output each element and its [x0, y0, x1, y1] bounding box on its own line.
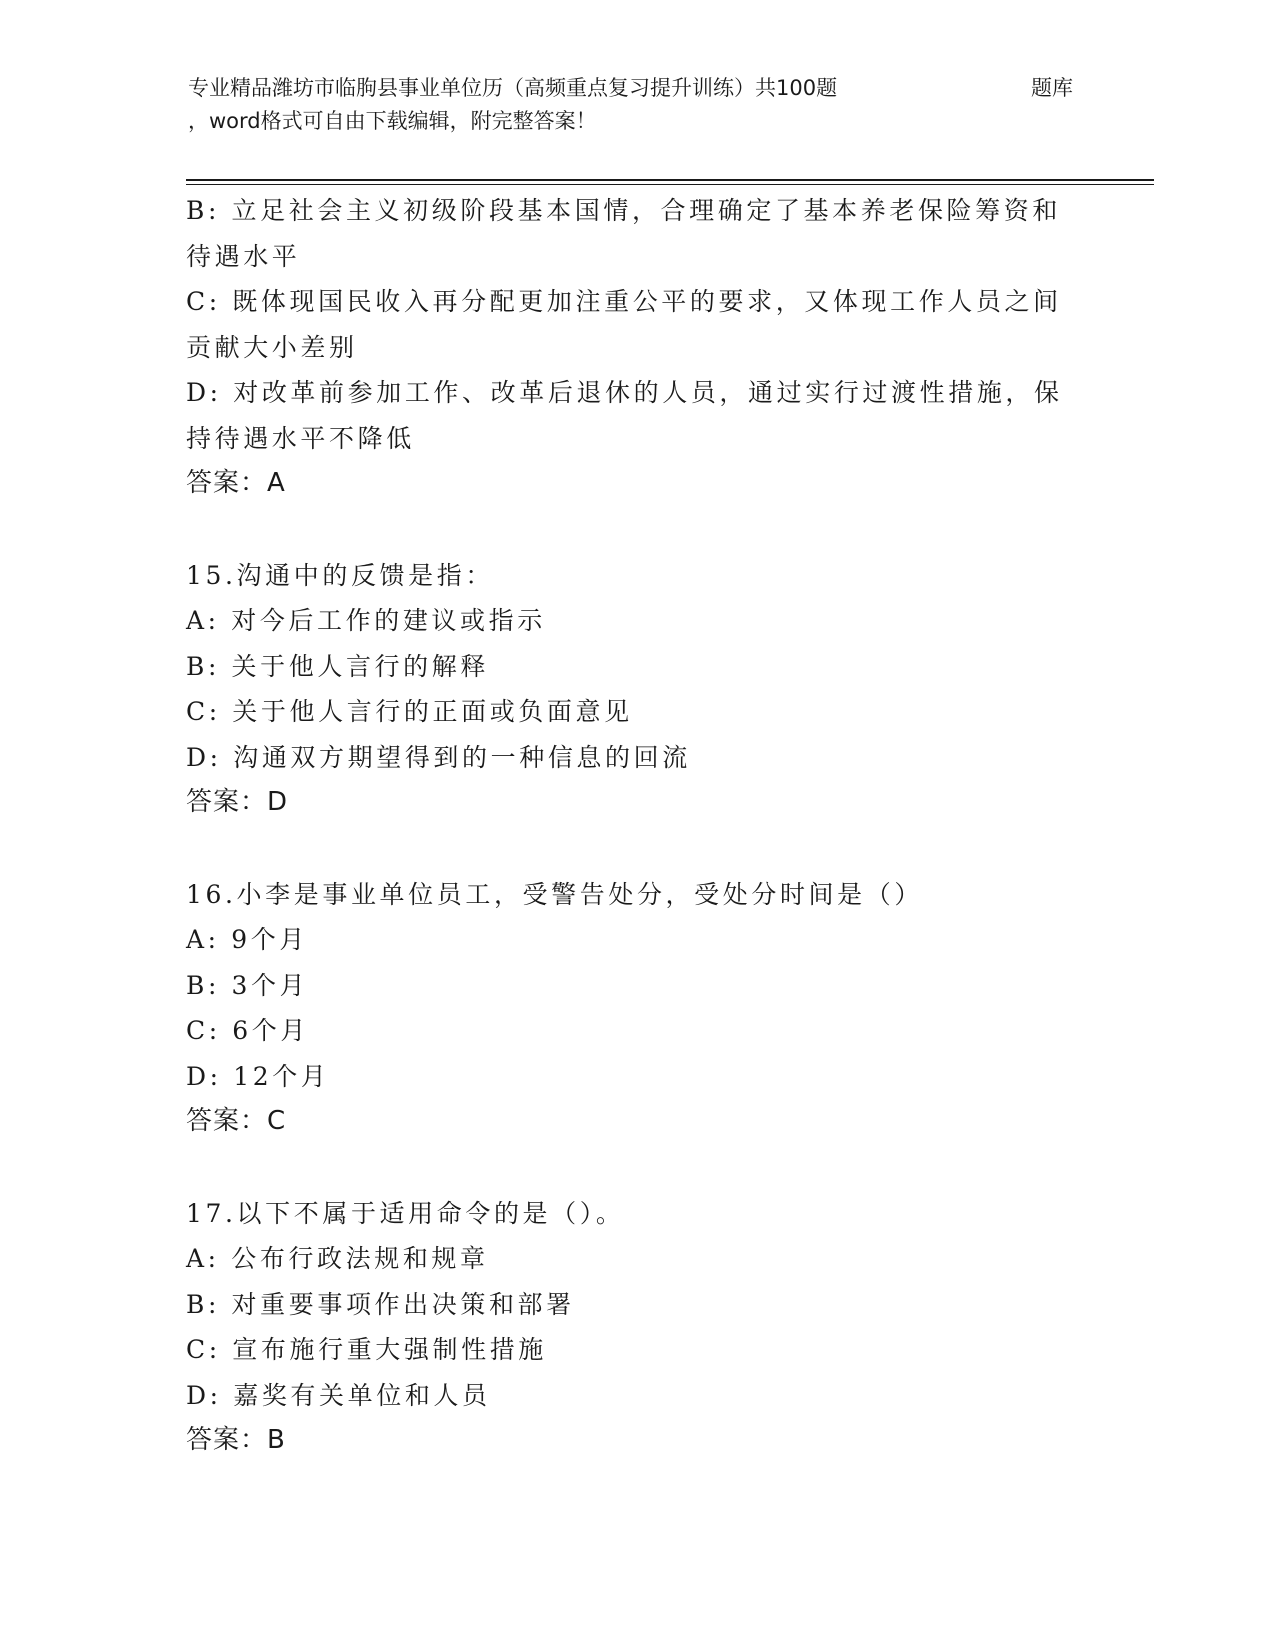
header-title-row — [188, 72, 1088, 105]
question-stem: 17.以下不属于适用命令的是（）。 — [186, 1198, 625, 1228]
spacer — [186, 507, 1086, 553]
option-d: D: 嘉奖有关单位和人员 — [186, 1380, 491, 1410]
header-divider-thick — [186, 179, 1154, 181]
option-c-line1: C: 既体现国民收入再分配更加注重公平的要求，又体现工作人员之间 — [186, 287, 1062, 316]
answer: 答案：A — [186, 468, 286, 498]
option-b-line1: B: 立足社会主义初级阶段基本国情，合理确定了基本养老保险筹资和 — [186, 196, 1061, 225]
option-c: C: 关于他人言行的正面或负面意见 — [186, 697, 633, 726]
header-divider-thin — [186, 184, 1154, 185]
spacer — [186, 826, 1086, 872]
spacer — [186, 1145, 1086, 1191]
header-subtitle: ，word格式可自由下载编辑，附完整答案！ — [188, 109, 597, 133]
option-b-line2: 待遇水平 — [186, 241, 301, 271]
answer: 答案：C — [186, 1106, 287, 1136]
question-list — [186, 188, 1086, 1464]
option-c: C: 6个月 — [186, 1016, 310, 1045]
option-a: A: 对今后工作的建议或指示 — [186, 606, 546, 635]
option-d: D: 沟通双方期望得到的一种信息的回流 — [186, 742, 691, 772]
option-b: B: 关于他人言行的解释 — [186, 651, 489, 681]
option-c-line2: 贡献大小差别 — [186, 332, 358, 362]
option-b: B: 对重要事项作出决策和部署 — [186, 1289, 575, 1319]
question-16 — [186, 872, 1086, 1145]
answer: 答案：B — [186, 1425, 286, 1455]
question-stem: 15.沟通中的反馈是指： — [186, 560, 494, 590]
question-14-continued — [186, 188, 1086, 507]
option-d-line1: D: 对改革前参加工作、改革后退休的人员，通过实行过渡性措施，保 — [186, 378, 1063, 407]
question-15 — [186, 553, 1086, 826]
option-c: C: 宣布施行重大强制性措施 — [186, 1335, 547, 1364]
header-tag: 题库 — [1031, 76, 1073, 100]
answer: 答案：D — [186, 787, 289, 817]
question-17 — [186, 1191, 1086, 1464]
page-header — [188, 72, 1088, 138]
option-b: B: 3个月 — [186, 970, 309, 1000]
option-a: A: 公布行政法规和规章 — [186, 1244, 489, 1273]
option-a: A: 9个月 — [186, 925, 308, 954]
option-d: D: 12个月 — [186, 1061, 330, 1091]
option-d-line2: 持待遇水平不降低 — [186, 423, 415, 453]
header-title: 专业精品潍坊市临朐县事业单位历（高频重点复习提升训练）共100题 — [188, 76, 838, 100]
question-stem: 16.小李是事业单位员工，受警告处分，受处分时间是（） — [186, 879, 923, 909]
